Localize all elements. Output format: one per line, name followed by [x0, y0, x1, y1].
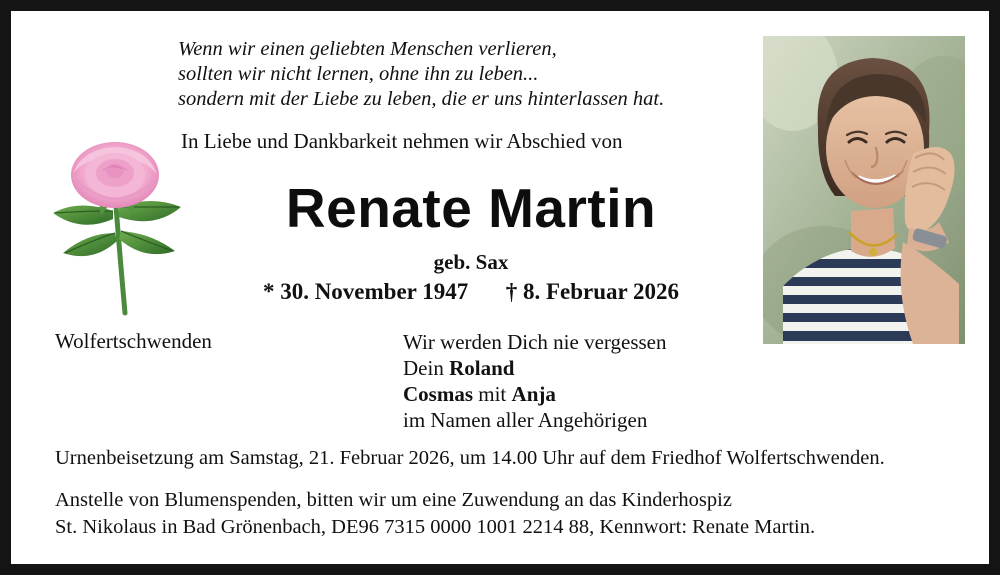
donation-line-2: St. Nikolaus in Bad Grönenbach, DE96 7315 0000 1001 2214 88, Kennwort: Renate Martin.	[55, 516, 816, 538]
mourners-prefix: Dein	[403, 356, 450, 380]
mourners-line-3	[403, 381, 667, 407]
deceased-name: Renate Martin	[285, 177, 657, 239]
mourner-roland: Roland	[449, 356, 515, 380]
verse-line-3: sondern mit der Liebe zu leben, die er uns hinterlassen hat.	[178, 88, 665, 110]
mourners-line-4: im Namen aller Angehörigen	[403, 408, 648, 432]
verse-line-2: sollten wir nicht lernen, ohne ihn zu leben...	[178, 63, 539, 85]
mourner-anja: Anja	[511, 382, 556, 406]
life-dates	[176, 279, 766, 305]
mourner-cosmas: Cosmas	[403, 382, 474, 406]
mourners-block	[403, 329, 667, 433]
footer-block	[55, 445, 965, 541]
portrait-photo	[763, 36, 965, 344]
obituary-inner	[11, 11, 989, 564]
mourners-line-2	[403, 355, 667, 381]
verse-line-1: Wenn wir einen geliebten Menschen verlieren,	[178, 38, 557, 60]
birth-date: * 30. November 1947	[262, 279, 469, 304]
place-name: Wolfertschwenden	[55, 329, 212, 353]
mourners-mid: mit	[473, 382, 512, 406]
donation-line-1: Anstelle von Blumenspenden, bitten wir um eine Zuwendung an das Kinderhospiz	[55, 489, 732, 511]
mourners-line-1: Wir werden Dich nie vergessen	[403, 330, 667, 354]
maiden-name: geb. Sax	[433, 250, 509, 274]
intro-text: In Liebe und Dankbarkeit nehmen wir Abschied von	[181, 129, 623, 153]
burial-info: Urnenbeisetzung am Samstag, 21. Februar 2026, um 14.00 Uhr auf dem Friedhof Wolfertschwenden.	[55, 447, 885, 469]
pink-rose-illustration	[39, 141, 199, 316]
death-date: † 8. Februar 2026	[505, 279, 680, 304]
verse-block	[178, 37, 778, 112]
donation-info	[55, 487, 965, 541]
